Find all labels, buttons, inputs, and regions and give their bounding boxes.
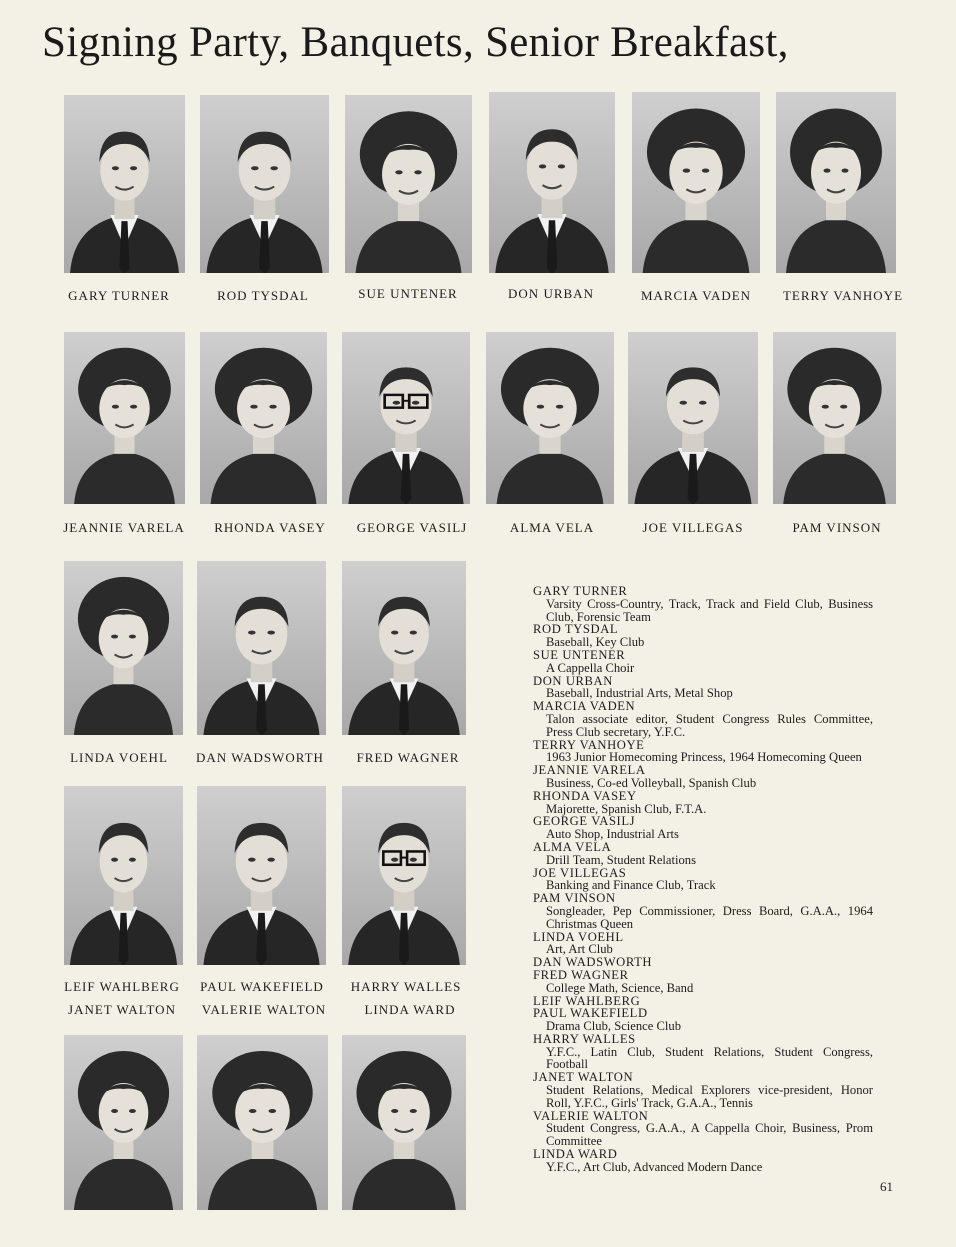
bio-name: DON URBAN bbox=[533, 673, 613, 688]
portrait-caption: PAM VINSON bbox=[792, 520, 882, 535]
bio-name: PAUL WAKEFIELD bbox=[533, 1006, 648, 1021]
portrait-photo bbox=[64, 561, 183, 735]
portrait-caption: SUE UNTENER bbox=[358, 286, 458, 301]
bio-entry bbox=[533, 790, 873, 816]
portrait-photo bbox=[64, 786, 183, 965]
portrait-photo bbox=[776, 92, 896, 273]
portrait-caption: RHONDA VASEY bbox=[214, 520, 326, 535]
portrait-caption: HARRY WALLES bbox=[350, 979, 462, 994]
bio-entry bbox=[533, 867, 873, 893]
bio-entry bbox=[533, 1110, 873, 1148]
portrait-photo bbox=[632, 92, 760, 273]
bio-activities: 1963 Junior Homecoming Princess, 1964 Homecoming Queen bbox=[546, 750, 862, 765]
portrait-caption: JOE VILLEGAS bbox=[642, 520, 744, 535]
bio-entry bbox=[533, 1007, 873, 1033]
bio-entry bbox=[533, 700, 873, 738]
bio-activities: Business, Co-ed Volleyball, Spanish Club bbox=[546, 775, 757, 790]
portrait-photo bbox=[628, 332, 758, 504]
bio-name: GEORGE VASILJ bbox=[533, 814, 636, 829]
bio-entry bbox=[533, 675, 873, 701]
bio-entry bbox=[533, 739, 873, 765]
portrait-photo bbox=[489, 92, 615, 273]
portrait-caption: GEORGE VASILJ bbox=[356, 520, 468, 535]
bio-name: LINDA WARD bbox=[533, 1147, 618, 1162]
bio-name: RHONDA VASEY bbox=[533, 788, 637, 803]
portrait-caption: LINDA WARD bbox=[364, 1002, 456, 1017]
bio-name: DAN WADSWORTH bbox=[533, 955, 653, 970]
portrait-caption: PAUL WAKEFIELD bbox=[200, 979, 324, 994]
portrait-photo bbox=[64, 95, 185, 273]
bio-name: MARCIA VADEN bbox=[533, 699, 636, 714]
portrait-photo bbox=[200, 332, 327, 504]
bio-activities: Y.F.C., Latin Club, Student Relations, Student Congress, Football bbox=[546, 1044, 873, 1072]
portrait-caption: ROD TYSDAL bbox=[217, 288, 309, 303]
bio-name: HARRY WALLES bbox=[533, 1031, 636, 1046]
bio-name: TERRY VANHOYE bbox=[533, 737, 645, 752]
portrait-photo bbox=[342, 1035, 466, 1210]
portrait-photo bbox=[342, 332, 470, 504]
bio-name: SUE UNTENER bbox=[533, 647, 626, 662]
bio-activities: Drill Team, Student Relations bbox=[546, 852, 696, 867]
portrait-caption: MARCIA VADEN bbox=[640, 288, 752, 303]
portrait-caption: LINDA VOEHL bbox=[70, 750, 168, 765]
bio-entry bbox=[533, 1033, 873, 1071]
portrait-photo bbox=[342, 561, 466, 735]
portrait-photo bbox=[200, 95, 329, 273]
bio-entry bbox=[533, 1148, 873, 1174]
bio-entry bbox=[533, 585, 873, 623]
portrait-caption: LEIF WAHLBERG bbox=[64, 979, 180, 994]
bio-name: JEANNIE VARELA bbox=[533, 763, 646, 778]
bio-entry bbox=[533, 1071, 873, 1109]
portrait-photo bbox=[342, 786, 466, 965]
bio-activities: Varsity Cross-Country, Track, Track and Field Club, Business Club, Forensic Team bbox=[546, 596, 873, 624]
bio-name: ROD TYSDAL bbox=[533, 622, 619, 637]
bio-name: JOE VILLEGAS bbox=[533, 865, 627, 880]
portrait-caption: JANET WALTON bbox=[68, 1002, 176, 1017]
bio-activities: Y.F.C., Art Club, Advanced Modern Dance bbox=[546, 1159, 763, 1174]
bio-activities: Baseball, Industrial Arts, Metal Shop bbox=[546, 686, 733, 701]
bio-name: VALERIE WALTON bbox=[533, 1108, 649, 1123]
portrait-caption: ALMA VELA bbox=[509, 520, 595, 535]
portrait-photo bbox=[773, 332, 896, 504]
bio-entry bbox=[533, 969, 873, 995]
bio-activities: Student Congress, G.A.A., A Cappella Choir, Business, Prom Committee bbox=[546, 1121, 873, 1149]
portrait-photo bbox=[197, 786, 326, 965]
bio-name: JANET WALTON bbox=[533, 1070, 634, 1085]
portrait-photo bbox=[197, 561, 326, 735]
portrait-caption: TERRY VANHOYE bbox=[782, 288, 904, 303]
portrait-photo bbox=[64, 1035, 183, 1210]
bio-activities: Drama Club, Science Club bbox=[546, 1019, 682, 1034]
page-number: 61 bbox=[880, 1179, 893, 1194]
bio-activities: Majorette, Spanish Club, F.T.A. bbox=[546, 801, 707, 816]
portrait-photo bbox=[345, 95, 472, 273]
portrait-caption: FRED WAGNER bbox=[356, 750, 460, 765]
portrait-photo bbox=[486, 332, 614, 504]
portrait-caption: DAN WADSWORTH bbox=[196, 750, 324, 765]
bio-entry bbox=[533, 815, 873, 841]
portrait-caption: JEANNIE VARELA bbox=[63, 520, 185, 535]
bio-activities: College Math, Science, Band bbox=[546, 980, 694, 995]
portrait-photo bbox=[197, 1035, 328, 1210]
bio-name: LINDA VOEHL bbox=[533, 929, 624, 944]
bio-activities: Baseball, Key Club bbox=[546, 635, 645, 650]
bio-activities: Songleader, Pep Commissioner, Dress Board, G.A.A., 1964 Christmas Queen bbox=[546, 903, 873, 931]
bio-activities: Auto Shop, Industrial Arts bbox=[546, 827, 679, 842]
bio-entry bbox=[533, 649, 873, 675]
bio-entry bbox=[533, 841, 873, 867]
page-title: Signing Party, Banquets, Senior Breakfast, bbox=[42, 19, 789, 66]
bio-activities: Student Relations, Medical Explorers vice-president, Honor Roll, Y.F.C., Girls' Track, G.A.A., Tennis bbox=[546, 1083, 873, 1110]
bio-entry bbox=[533, 623, 873, 649]
bio-activities: Art, Art Club bbox=[546, 942, 613, 957]
bio-name: GARY TURNER bbox=[533, 584, 628, 598]
activities-list bbox=[533, 585, 873, 1174]
bio-name: FRED WAGNER bbox=[533, 967, 629, 982]
portrait-caption: GARY TURNER bbox=[68, 288, 170, 303]
bio-name: ALMA VELA bbox=[533, 839, 612, 854]
bio-activities: A Cappella Choir bbox=[546, 660, 635, 675]
portrait-caption: DON URBAN bbox=[508, 286, 594, 301]
bio-name: PAM VINSON bbox=[533, 891, 616, 906]
bio-activities: Talon associate editor, Student Congress Rules Committee, Press Club secretary, Y.F.C. bbox=[546, 711, 873, 739]
bio-name: LEIF WAHLBERG bbox=[533, 993, 641, 1008]
portrait-caption: VALERIE WALTON bbox=[201, 1002, 327, 1017]
bio-entry bbox=[533, 892, 873, 930]
portrait-photo bbox=[64, 332, 185, 504]
bio-entry bbox=[533, 931, 873, 957]
bio-entry bbox=[533, 956, 873, 969]
bio-entry bbox=[533, 764, 873, 790]
bio-activities: Banking and Finance Club, Track bbox=[546, 878, 716, 893]
